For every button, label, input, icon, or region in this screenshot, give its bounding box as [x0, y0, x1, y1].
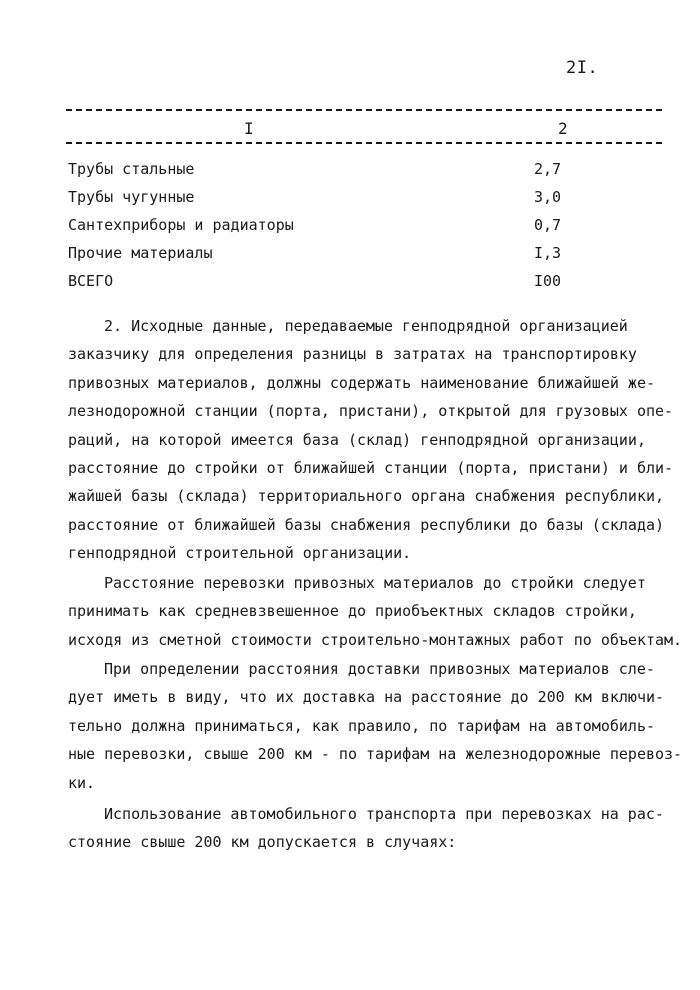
- text-line: дует иметь в виду, что их доставка на расстояние до 200 км включи-: [68, 688, 665, 707]
- column-header-2: 2: [558, 119, 568, 138]
- row-value: 3,0: [534, 188, 562, 206]
- text-line: Использование автомобильного транспорта при перевозках на рас-: [104, 805, 664, 823]
- row-name: Сантехприборы и радиаторы: [68, 216, 294, 234]
- text-line: привозных материалов, должны содержать наименование ближайшей же-: [68, 373, 655, 392]
- text-line: раций, на которой имеется база (склад) генподрядной организации,: [68, 430, 646, 449]
- text-line: заказчику для определения разницы в затратах на транспортировку: [68, 345, 637, 364]
- table-row: [68, 216, 568, 238]
- text-line: тельно должна приниматься, как правило, по тарифам на автомобиль-: [68, 716, 655, 735]
- row-name: ВСЕГО: [68, 272, 114, 290]
- paragraph-delivery: [68, 655, 683, 797]
- text-line: ки.: [68, 773, 96, 792]
- table-row: [68, 188, 568, 210]
- text-line: Расстояние перевозки привозных материалов до стройки следует: [104, 574, 646, 592]
- table-header-rule: [66, 142, 662, 144]
- text-line: расстояние до стройки от ближайшей станции (порта, пристани) и бли-: [68, 459, 674, 478]
- row-value: 2,7: [534, 160, 562, 178]
- page-number: 2I.: [566, 58, 599, 78]
- text-line: исходя из сметной стоимости строительно-монтажных работ по объектам.: [68, 630, 683, 649]
- row-value: I00: [534, 272, 562, 290]
- paragraph-distance: [68, 569, 683, 654]
- table-row: [68, 160, 568, 182]
- paragraph-source-data: [68, 312, 674, 568]
- text-line: При определении расстояния доставки привозных материалов сле-: [104, 660, 655, 678]
- text-line: ные перевозки, свыше 200 км - по тарифам на железнодорожные перевоз-: [68, 745, 683, 764]
- table-top-rule: [66, 109, 662, 111]
- row-name: Трубы чугунные: [68, 188, 195, 206]
- text-line: генподрядной строительной организации.: [68, 544, 412, 563]
- column-header-1: I: [244, 119, 254, 138]
- table-row: [68, 272, 568, 294]
- table-row: [68, 244, 568, 266]
- text-line: жайшей базы (склада) территориального органа снабжения республики,: [68, 487, 665, 506]
- text-line: расстояние от ближайшей базы снабжения республики до базы (склада): [68, 515, 665, 534]
- row-value: I,3: [534, 244, 562, 262]
- text-line: стояние свыше 200 км допускается в случаях:: [68, 833, 457, 852]
- paragraph-auto-transport: [68, 800, 668, 857]
- text-line: принимать как средневзвешенное до приобъектных складов стройки,: [68, 602, 637, 621]
- text-line: лезнодорожной станции (порта, пристани), открытой для грузовых опе-: [68, 402, 674, 421]
- row-name: Трубы стальные: [68, 160, 195, 178]
- text-line: 2. Исходные данные, передаваемые генподрядной организацией: [104, 317, 628, 335]
- row-name: Прочие материалы: [68, 244, 213, 262]
- row-value: 0,7: [534, 216, 562, 234]
